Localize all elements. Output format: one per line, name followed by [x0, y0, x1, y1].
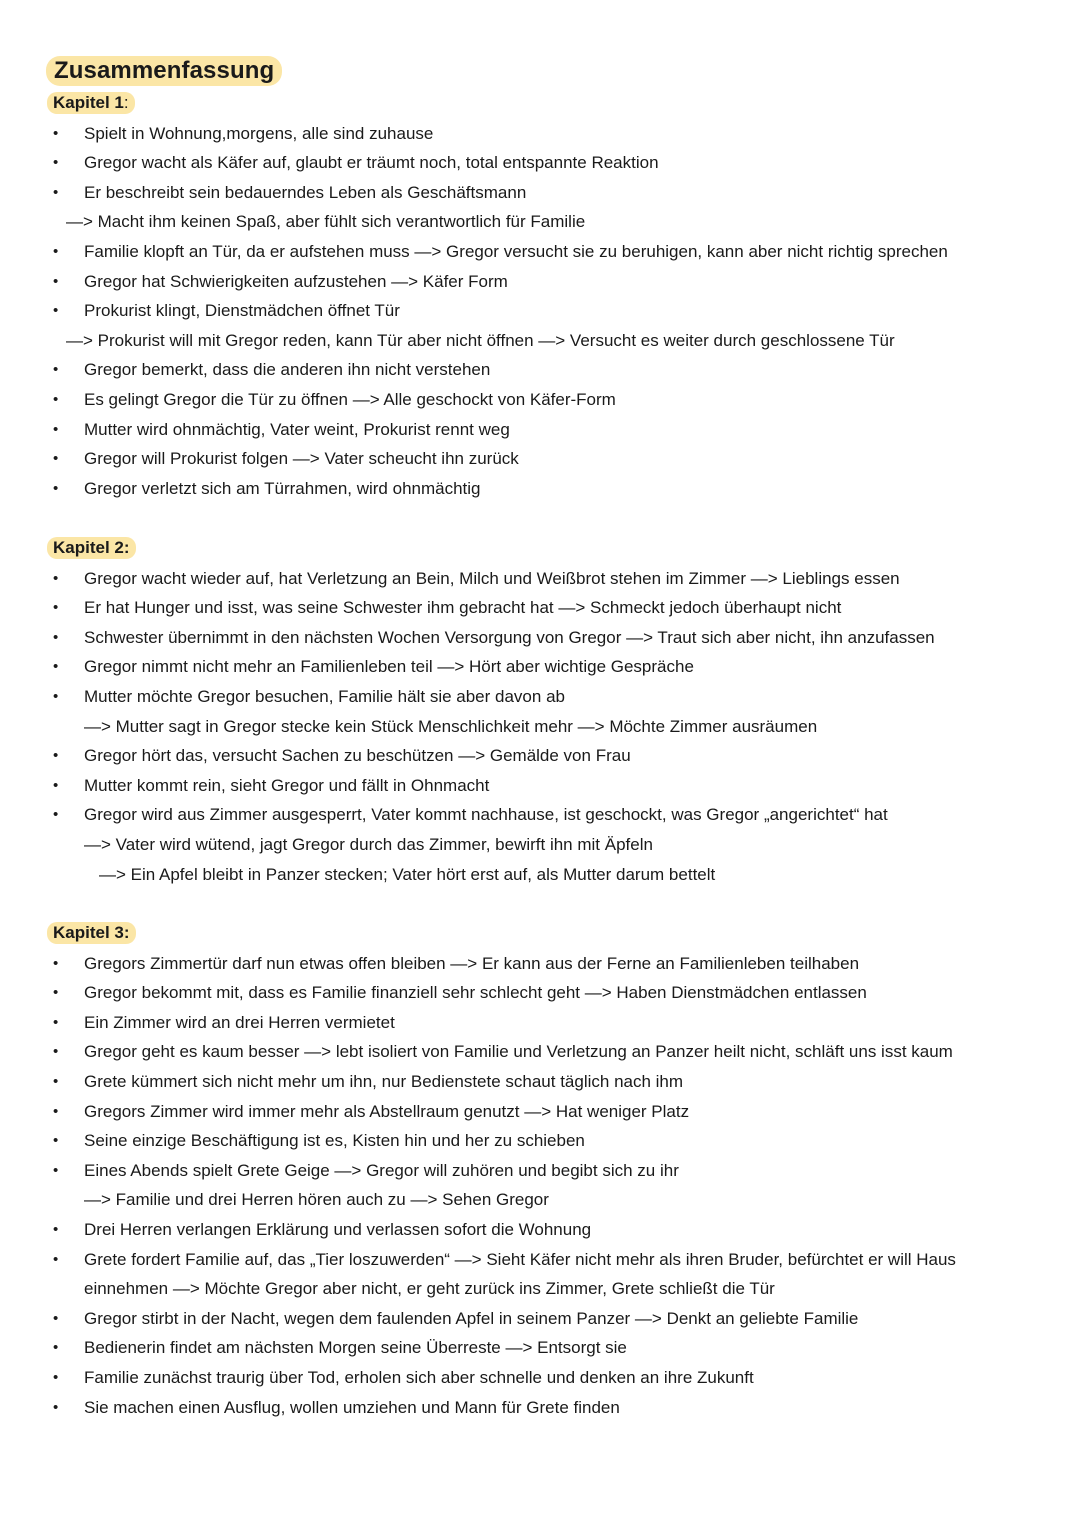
- list-item: [0, 1363, 1080, 1393]
- list-item-text: Gregors Zimmertür darf nun etwas offen bleiben —> Er kann aus der Ferne an Familienleben teilhaben: [84, 953, 860, 973]
- chapter-heading-text: Kapitel 1: [53, 93, 124, 112]
- list-item: [0, 385, 1080, 415]
- list-item-text: Gregor bemerkt, dass die anderen ihn nicht verstehen: [84, 360, 491, 380]
- list-item: [0, 148, 1080, 178]
- bullet-icon: •: [53, 154, 59, 172]
- list-item: [0, 1274, 1080, 1304]
- page-title: Zusammenfassung: [46, 56, 282, 86]
- list-item-text: Mutter kommt rein, sieht Gregor und fällt in Ohnmacht: [84, 775, 490, 795]
- list-item: [0, 978, 1080, 1008]
- bullet-icon: •: [53, 1072, 59, 1090]
- list-item: [0, 1008, 1080, 1038]
- bullet-icon: •: [53, 479, 59, 497]
- chapter-heading: [0, 89, 1080, 119]
- list-item-text: Gregor bekommt mit, dass es Familie finanziell sehr schlecht geht —> Haben Dienstmädchen entlassen: [84, 983, 867, 1003]
- bullet-icon: •: [53, 124, 59, 142]
- bullet-icon: •: [53, 658, 59, 676]
- list-item-text: Sie machen einen Ausflug, wollen umziehen und Mann für Grete finden: [84, 1397, 620, 1417]
- chapter-heading-label: [47, 922, 136, 944]
- bullet-icon: •: [53, 272, 59, 290]
- chapter-lines: [0, 564, 1080, 890]
- list-item-text: Spielt in Wohnung,morgens, alle sind zuhause: [84, 123, 434, 143]
- chapter-lines: [0, 949, 1080, 1423]
- list-item-text: Gregor hat Schwierigkeiten aufzustehen —> Käfer Form: [84, 271, 508, 291]
- list-item: [0, 771, 1080, 801]
- list-item: [0, 623, 1080, 653]
- chapter-heading-text: Kapitel 2:: [53, 538, 130, 557]
- list-item: [0, 652, 1080, 682]
- bullet-icon: •: [53, 687, 59, 705]
- bullet-icon: •: [53, 569, 59, 587]
- list-item-text: Bedienerin findet am nächsten Morgen seine Überreste —> Entsorgt sie: [84, 1338, 627, 1358]
- list-item: [0, 593, 1080, 623]
- chapter-lines: [0, 119, 1080, 504]
- list-item-text: Seine einzige Beschäftigung ist es, Kisten hin und her zu schieben: [84, 1131, 585, 1151]
- list-item-text: Mutter wird ohnmächtig, Vater weint, Prokurist rennt weg: [84, 419, 510, 439]
- list-item: [0, 119, 1080, 149]
- list-item-text: Gregor nimmt nicht mehr an Familienleben teil —> Hört aber wichtige Gespräche: [84, 657, 694, 677]
- list-item-text: Er hat Hunger und isst, was seine Schwester ihm gebracht hat —> Schmeckt jedoch überhaupt nicht: [84, 598, 842, 618]
- bullet-icon: •: [53, 450, 59, 468]
- list-item-text: Gregor wird aus Zimmer ausgesperrt, Vater kommt nachhause, ist geschockt, was Gregor „angerichtet“ hat: [84, 805, 888, 825]
- list-item: [0, 1185, 1080, 1215]
- chapter-heading-label: [47, 92, 135, 114]
- list-item-text: Er beschreibt sein bedauerndes Leben als Geschäftsmann: [84, 182, 527, 202]
- bullet-icon: •: [53, 954, 59, 972]
- chapter-heading: [0, 534, 1080, 564]
- list-item-text: —> Prokurist will mit Gregor reden, kann Tür aber nicht öffnen —> Versucht es weiter durch geschlossene Tür: [66, 330, 895, 350]
- list-item-text: Grete fordert Familie auf, das „Tier loszuwerden“ —> Sieht Käfer nicht mehr als ihren Bruder, befürchtet er will Haus: [84, 1249, 956, 1269]
- list-item: [0, 682, 1080, 712]
- list-item-text: —> Familie und drei Herren hören auch zu —> Sehen Gregor: [84, 1190, 549, 1210]
- list-item: [0, 830, 1080, 860]
- bullet-icon: •: [53, 747, 59, 765]
- list-item: [0, 1067, 1080, 1097]
- list-item-text: Eines Abends spielt Grete Geige —> Gregor will zuhören und begibt sich zu ihr: [84, 1160, 679, 1180]
- bullet-icon: •: [53, 1102, 59, 1120]
- list-item-text: Gregor wacht als Käfer auf, glaubt er träumt noch, total entspannte Reaktion: [84, 153, 659, 173]
- list-item-text: Familie zunächst traurig über Tod, erholen sich aber schnelle und denken an ihre Zukunft: [84, 1367, 754, 1387]
- list-item: [0, 474, 1080, 504]
- chapter-3: [0, 919, 1080, 1422]
- list-item: [0, 1245, 1080, 1275]
- bullet-icon: •: [53, 183, 59, 201]
- list-item-text: Grete kümmert sich nicht mehr um ihn, nur Bedienstete schaut täglich nach ihm: [84, 1071, 684, 1091]
- chapter-heading-text: Kapitel 3:: [53, 923, 130, 942]
- list-item-text: Ein Zimmer wird an drei Herren vermietet: [84, 1012, 395, 1032]
- list-item-text: Gregor geht es kaum besser —> lebt isoliert von Familie und Verletzung an Panzer heilt nicht, schläft uns isst kaum: [84, 1042, 953, 1062]
- list-item: [0, 355, 1080, 385]
- bullet-icon: •: [53, 599, 59, 617]
- bullet-icon: •: [53, 242, 59, 260]
- list-item-text: —> Mutter sagt in Gregor stecke kein Stück Menschlichkeit mehr —> Möchte Zimmer ausräumen: [84, 716, 818, 736]
- list-item: [0, 296, 1080, 326]
- list-item-text: einnehmen —> Möchte Gregor aber nicht, er geht zurück ins Zimmer, Grete schließt die Tür: [84, 1279, 775, 1299]
- list-item-text: Gregor will Prokurist folgen —> Vater scheucht ihn zurück: [84, 449, 519, 469]
- bullet-icon: •: [53, 390, 59, 408]
- list-item: [0, 1156, 1080, 1186]
- bullet-icon: •: [53, 361, 59, 379]
- list-item-text: Gregor wacht wieder auf, hat Verletzung an Bein, Milch und Weißbrot stehen im Zimmer —> Lieblings essen: [84, 568, 900, 588]
- list-item: [0, 237, 1080, 267]
- chapter-heading: [0, 919, 1080, 949]
- list-item-text: Mutter möchte Gregor besuchen, Familie hält sie aber davon ab: [84, 686, 565, 706]
- list-item: [0, 1333, 1080, 1363]
- list-item-text: —> Macht ihm keinen Spaß, aber fühlt sich verantwortlich für Familie: [66, 212, 586, 232]
- list-item-text: Prokurist klingt, Dienstmädchen öffnet Tür: [84, 301, 400, 321]
- bullet-icon: •: [53, 628, 59, 646]
- list-item: [0, 207, 1080, 237]
- bullet-icon: •: [53, 1013, 59, 1031]
- list-item-text: Gregor stirbt in der Nacht, wegen dem faulenden Apfel in seinem Panzer —> Denkt an geliebte Familie: [84, 1308, 859, 1328]
- list-item-text: Gregor verletzt sich am Türrahmen, wird ohnmächtig: [84, 478, 481, 498]
- bullet-icon: •: [53, 1250, 59, 1268]
- bullet-icon: •: [53, 776, 59, 794]
- list-item: [0, 1215, 1080, 1245]
- list-item: [0, 741, 1080, 771]
- bullet-icon: •: [53, 420, 59, 438]
- chapter-heading-label: [47, 537, 136, 559]
- bullet-icon: •: [53, 806, 59, 824]
- list-item: [0, 712, 1080, 742]
- list-item: [0, 415, 1080, 445]
- bullet-icon: •: [53, 1339, 59, 1357]
- bullet-icon: •: [53, 984, 59, 1002]
- list-item: [0, 326, 1080, 356]
- list-item: [0, 800, 1080, 830]
- list-item: [0, 860, 1080, 890]
- list-item: [0, 1037, 1080, 1067]
- list-item-text: Familie klopft an Tür, da er aufstehen muss —> Gregor versucht sie zu beruhigen, kann aber nicht richtig sprechen: [84, 241, 948, 261]
- list-item-text: Gregors Zimmer wird immer mehr als Abstellraum genutzt —> Hat weniger Platz: [84, 1101, 690, 1121]
- bullet-icon: •: [53, 1132, 59, 1150]
- chapter-heading-colon: :: [123, 93, 129, 112]
- bullet-icon: •: [53, 1398, 59, 1416]
- bullet-icon: •: [53, 1309, 59, 1327]
- list-item: [0, 444, 1080, 474]
- list-item: [0, 949, 1080, 979]
- bullet-icon: •: [53, 1368, 59, 1386]
- list-item-text: Es gelingt Gregor die Tür zu öffnen —> Alle geschockt von Käfer-Form: [84, 389, 616, 409]
- chapter-1: [0, 89, 1080, 503]
- list-item-text: Drei Herren verlangen Erklärung und verlassen sofort die Wohnung: [84, 1219, 592, 1239]
- list-item-text: —> Vater wird wütend, jagt Gregor durch das Zimmer, bewirft ihn mit Äpfeln: [84, 834, 653, 854]
- list-item: [0, 1097, 1080, 1127]
- list-item: [0, 1304, 1080, 1334]
- list-item-text: Schwester übernimmt in den nächsten Wochen Versorgung von Gregor —> Traut sich aber nicht, ihn anzufassen: [84, 627, 935, 647]
- list-item-text: Gregor hört das, versucht Sachen zu beschützen —> Gemälde von Frau: [84, 746, 631, 766]
- bullet-icon: •: [53, 302, 59, 320]
- list-item: [0, 267, 1080, 297]
- bullet-icon: •: [53, 1220, 59, 1238]
- bullet-icon: •: [53, 1161, 59, 1179]
- chapter-2: [0, 534, 1080, 889]
- list-item: [0, 1126, 1080, 1156]
- list-item: [0, 1393, 1080, 1423]
- bullet-icon: •: [53, 1043, 59, 1061]
- list-item: [0, 564, 1080, 594]
- list-item: [0, 178, 1080, 208]
- list-item-text: —> Ein Apfel bleibt in Panzer stecken; Vater hört erst auf, als Mutter darum bettelt: [99, 864, 716, 884]
